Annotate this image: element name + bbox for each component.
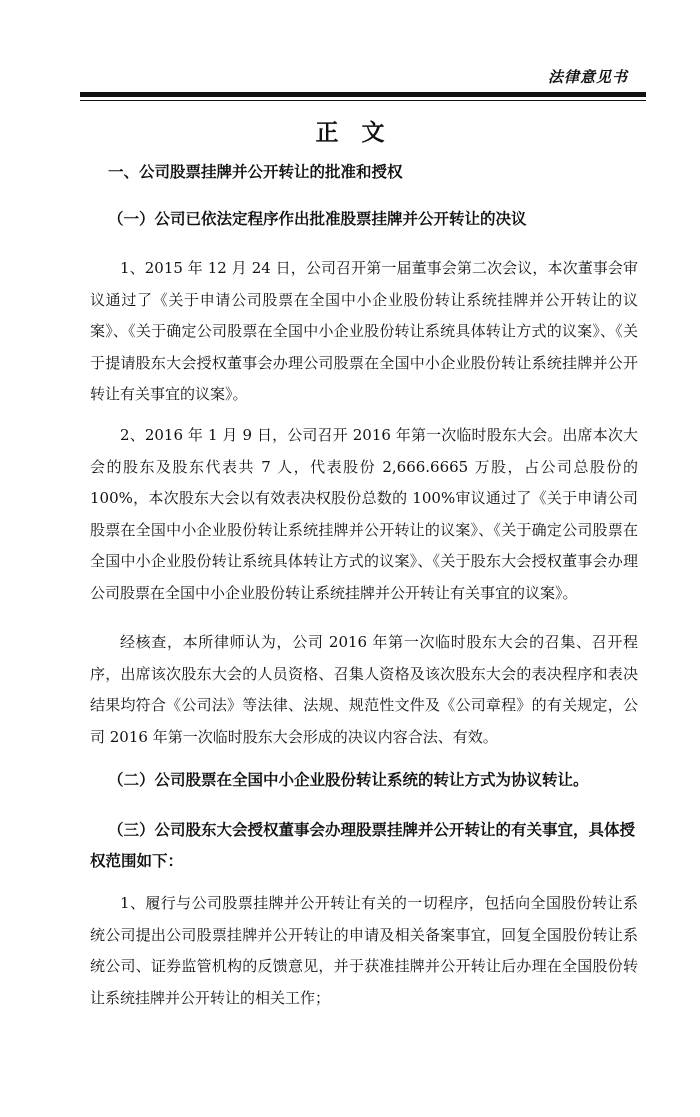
paragraph-1: 1、2015 年 12 月 24 日，公司召开第一届董事会第二次会议，本次董事会审议通过了《关于申请公司股票在全国中小企业股份转让系统挂牌并公开转让的议案》、《关于确定公司股票在全国中小企业股份转让系统具体转让方式的议案》、《关于提请股东大会授权董事会办理公司股票在全国中小企业股份转让系统挂牌并公开转让有关事宜的议案》。 [90,259,638,403]
section-heading: 一、公司股票挂牌并公开转让的批准和授权 [108,163,403,181]
paragraph-2: 2、2016 年 1 月 9 日，公司召开 2016 年第一次临时股东大会。出席本次大会的股东及股东代表共 7 人，代表股份 2,666.6665 万股，占公司总股份的 100%，本次股东大会以有效表决权股份总数的 100%审议通过了《关于申请公司股票在全国中小企业股份转让系统挂牌并公开转让的议案》、《关于确定公司股票在全国中小企业股份转让系统具体转让方式的议案》、《关于股东大会授权董事会办理公司股票在全国中小企业股份转让系统挂牌并公开转让有关事宜的议案》。 [90,426,638,602]
document-title: 正 文 [315,120,385,146]
subheading-2: （二）公司股票在全国中小企业股份转让系统的转让方式为协议转让。 [108,771,589,789]
paragraph-4: 1、履行与公司股票挂牌并公开转让有关的一切程序，包括向全国股份转让系统公司提出公司股票挂牌并公开转让的申请及相关备案事宜，回复全国股份转让系统公司、证券监管机构的反馈意见，并于获准挂牌并公开转让后办理在全国股份转让系统挂牌并公开转让的相关工作； [90,894,638,1007]
header-rule-thin [80,100,646,101]
header-rule-thick [80,92,646,97]
subheading-3: （三）公司股东大会授权董事会办理股票挂牌并公开转让的有关事宜，具体授权范围如下： [90,821,636,870]
subheading-1: （一）公司已依法定程序作出批准股票挂牌并公开转让的决议 [108,210,527,228]
paragraph-3: 经核查，本所律师认为，公司 2016 年第一次临时股东大会的召集、召开程序，出席该次股东大会的人员资格、召集人资格及该次股东大会的表决程序和表决结果均符合《公司法》等法律、法规、规范性文件及《公司章程》的有关规定，公司 2016 年第一次临时股东大会形成的决议内容合法、有效。 [90,633,638,746]
header-title: 法律意见书 [547,68,628,86]
